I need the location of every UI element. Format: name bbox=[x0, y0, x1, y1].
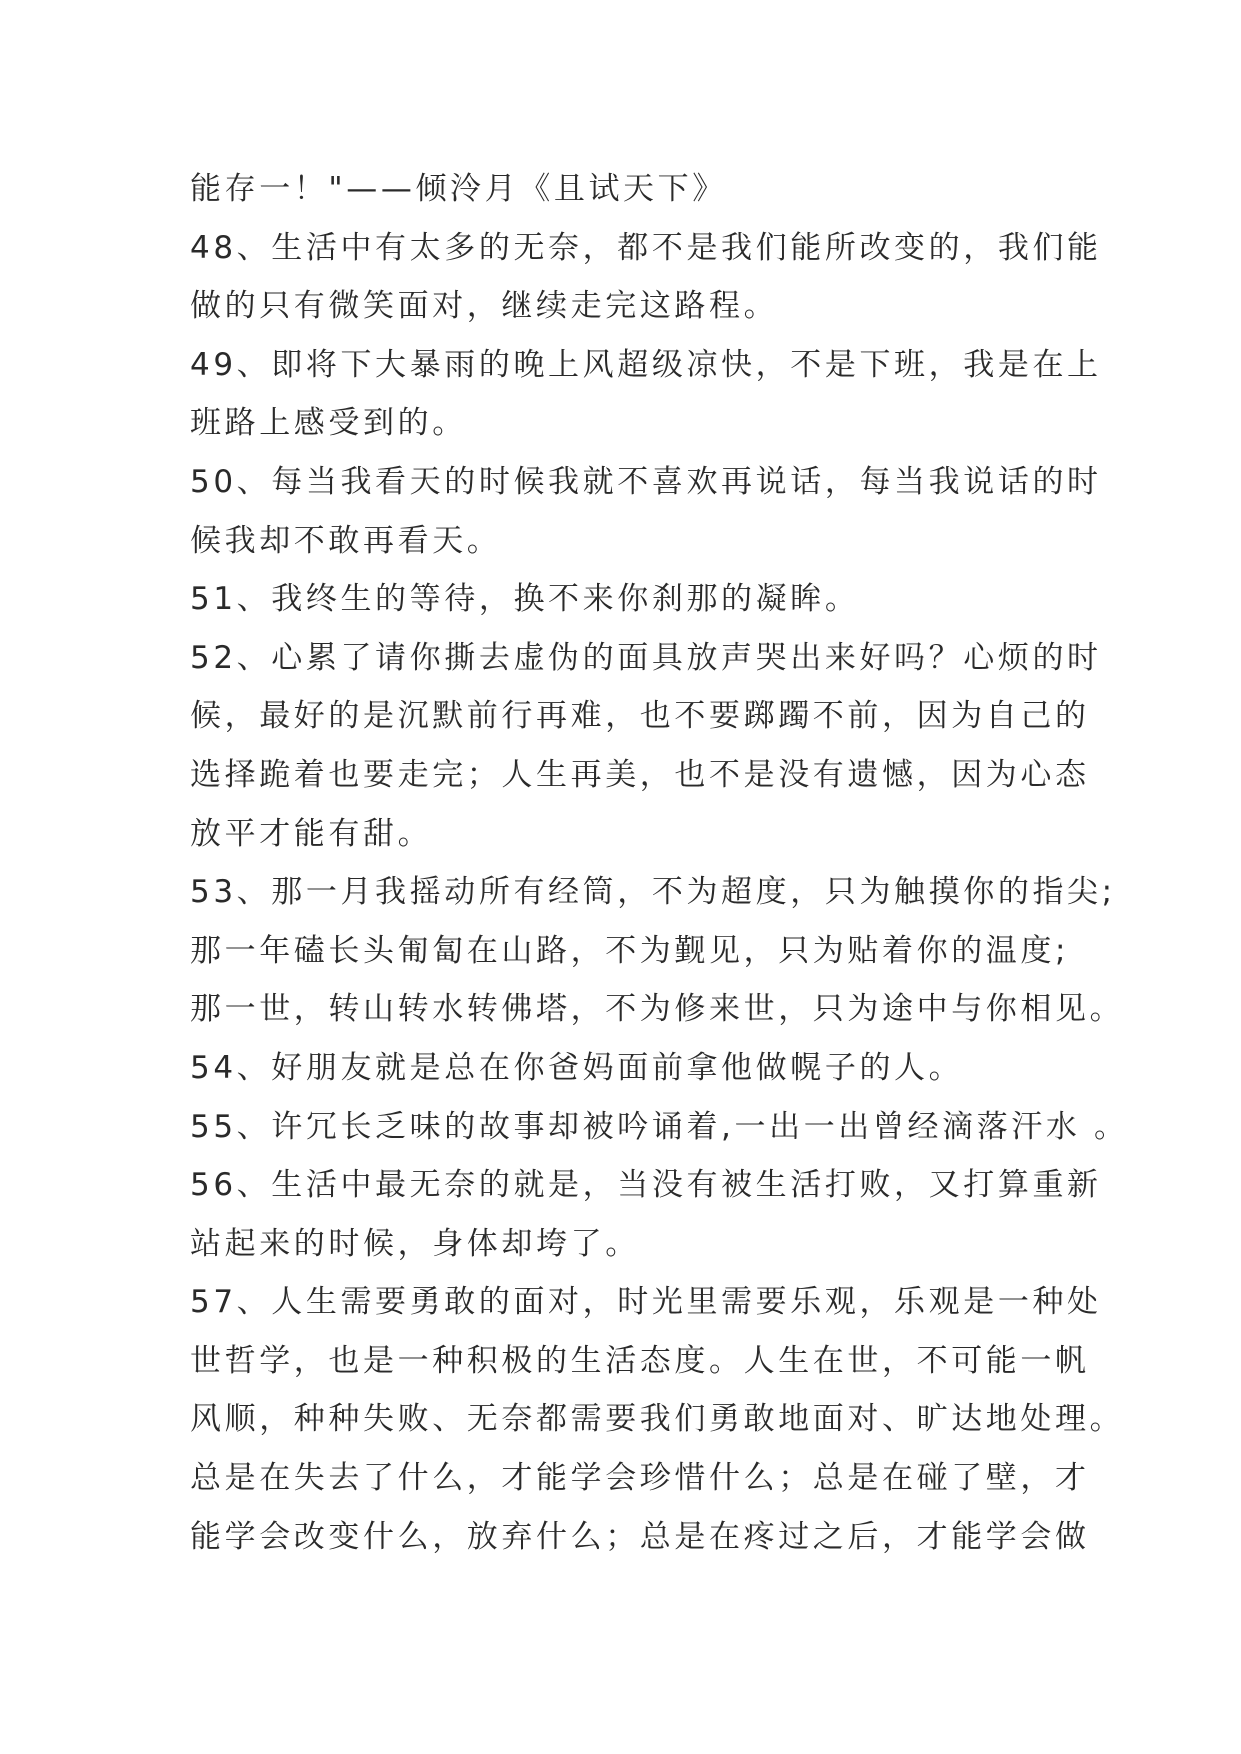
text-line: 总是在失去了什么，才能学会珍惜什么；总是在碰了壁，才 bbox=[190, 1460, 1090, 1497]
text-line: 班路上感受到的。 bbox=[190, 405, 467, 442]
text-line: 48、生活中有太多的无奈，都不是我们能所改变的，我们能 bbox=[190, 229, 1102, 266]
text-line: 选择跪着也要走完；人生再美，也不是没有遗憾，因为心态 bbox=[190, 756, 1090, 793]
text-line: 51、我终生的等待，换不来你刹那的凝眸。 bbox=[190, 581, 860, 618]
text-line: 候我却不敢再看天。 bbox=[190, 522, 502, 559]
text-line: 世哲学，也是一种积极的生活态度。人生在世，不可能一帆 bbox=[190, 1342, 1090, 1379]
text-line: 那一世，转山转水转佛塔，不为修来世，只为途中与你相见。 bbox=[190, 991, 1125, 1028]
text-line: 55、许冗长乏味的故事却被吟诵着,一出一出曾经滴落汗水 。 bbox=[190, 1108, 1129, 1145]
body-text bbox=[190, 160, 1129, 1566]
text-line: 50、每当我看天的时候我就不喜欢再说话，每当我说话的时 bbox=[190, 463, 1102, 500]
text-line: 能学会改变什么，放弃什么；总是在疼过之后，才能学会做 bbox=[190, 1518, 1090, 1555]
text-line: 候，最好的是沉默前行再难，也不要踯躅不前，因为自己的 bbox=[190, 698, 1090, 735]
text-line: 站起来的时候，身体却垮了。 bbox=[190, 1225, 640, 1262]
text-line: 放平才能有甜。 bbox=[190, 815, 433, 852]
text-line: 56、生活中最无奈的就是，当没有被生活打败，又打算重新 bbox=[190, 1167, 1102, 1204]
text-line: 52、心累了请你撕去虚伪的面具放声哭出来好吗？心烦的时 bbox=[190, 639, 1102, 676]
text-line: 57、人生需要勇敢的面对，时光里需要乐观，乐观是一种处 bbox=[190, 1284, 1102, 1321]
text-line: 54、好朋友就是总在你爸妈面前拿他做幌子的人。 bbox=[190, 1049, 964, 1086]
text-line: 那一年磕长头匍匐在山路，不为觐见，只为贴着你的温度; bbox=[190, 932, 1070, 969]
text-line: 53、那一月我摇动所有经筒，不为超度，只为触摸你的指尖; bbox=[190, 874, 1116, 911]
text-line: 能存一！"——倾泠月《且试天下》 bbox=[190, 171, 727, 207]
text-line: 49、即将下大暴雨的晚上风超级凉快，不是下班，我是在上 bbox=[190, 346, 1102, 383]
text-line: 做的只有微笑面对，继续走完这路程。 bbox=[190, 288, 779, 325]
text-line: 风顺，种种失败、无奈都需要我们勇敢地面对、旷达地处理。 bbox=[190, 1401, 1125, 1438]
